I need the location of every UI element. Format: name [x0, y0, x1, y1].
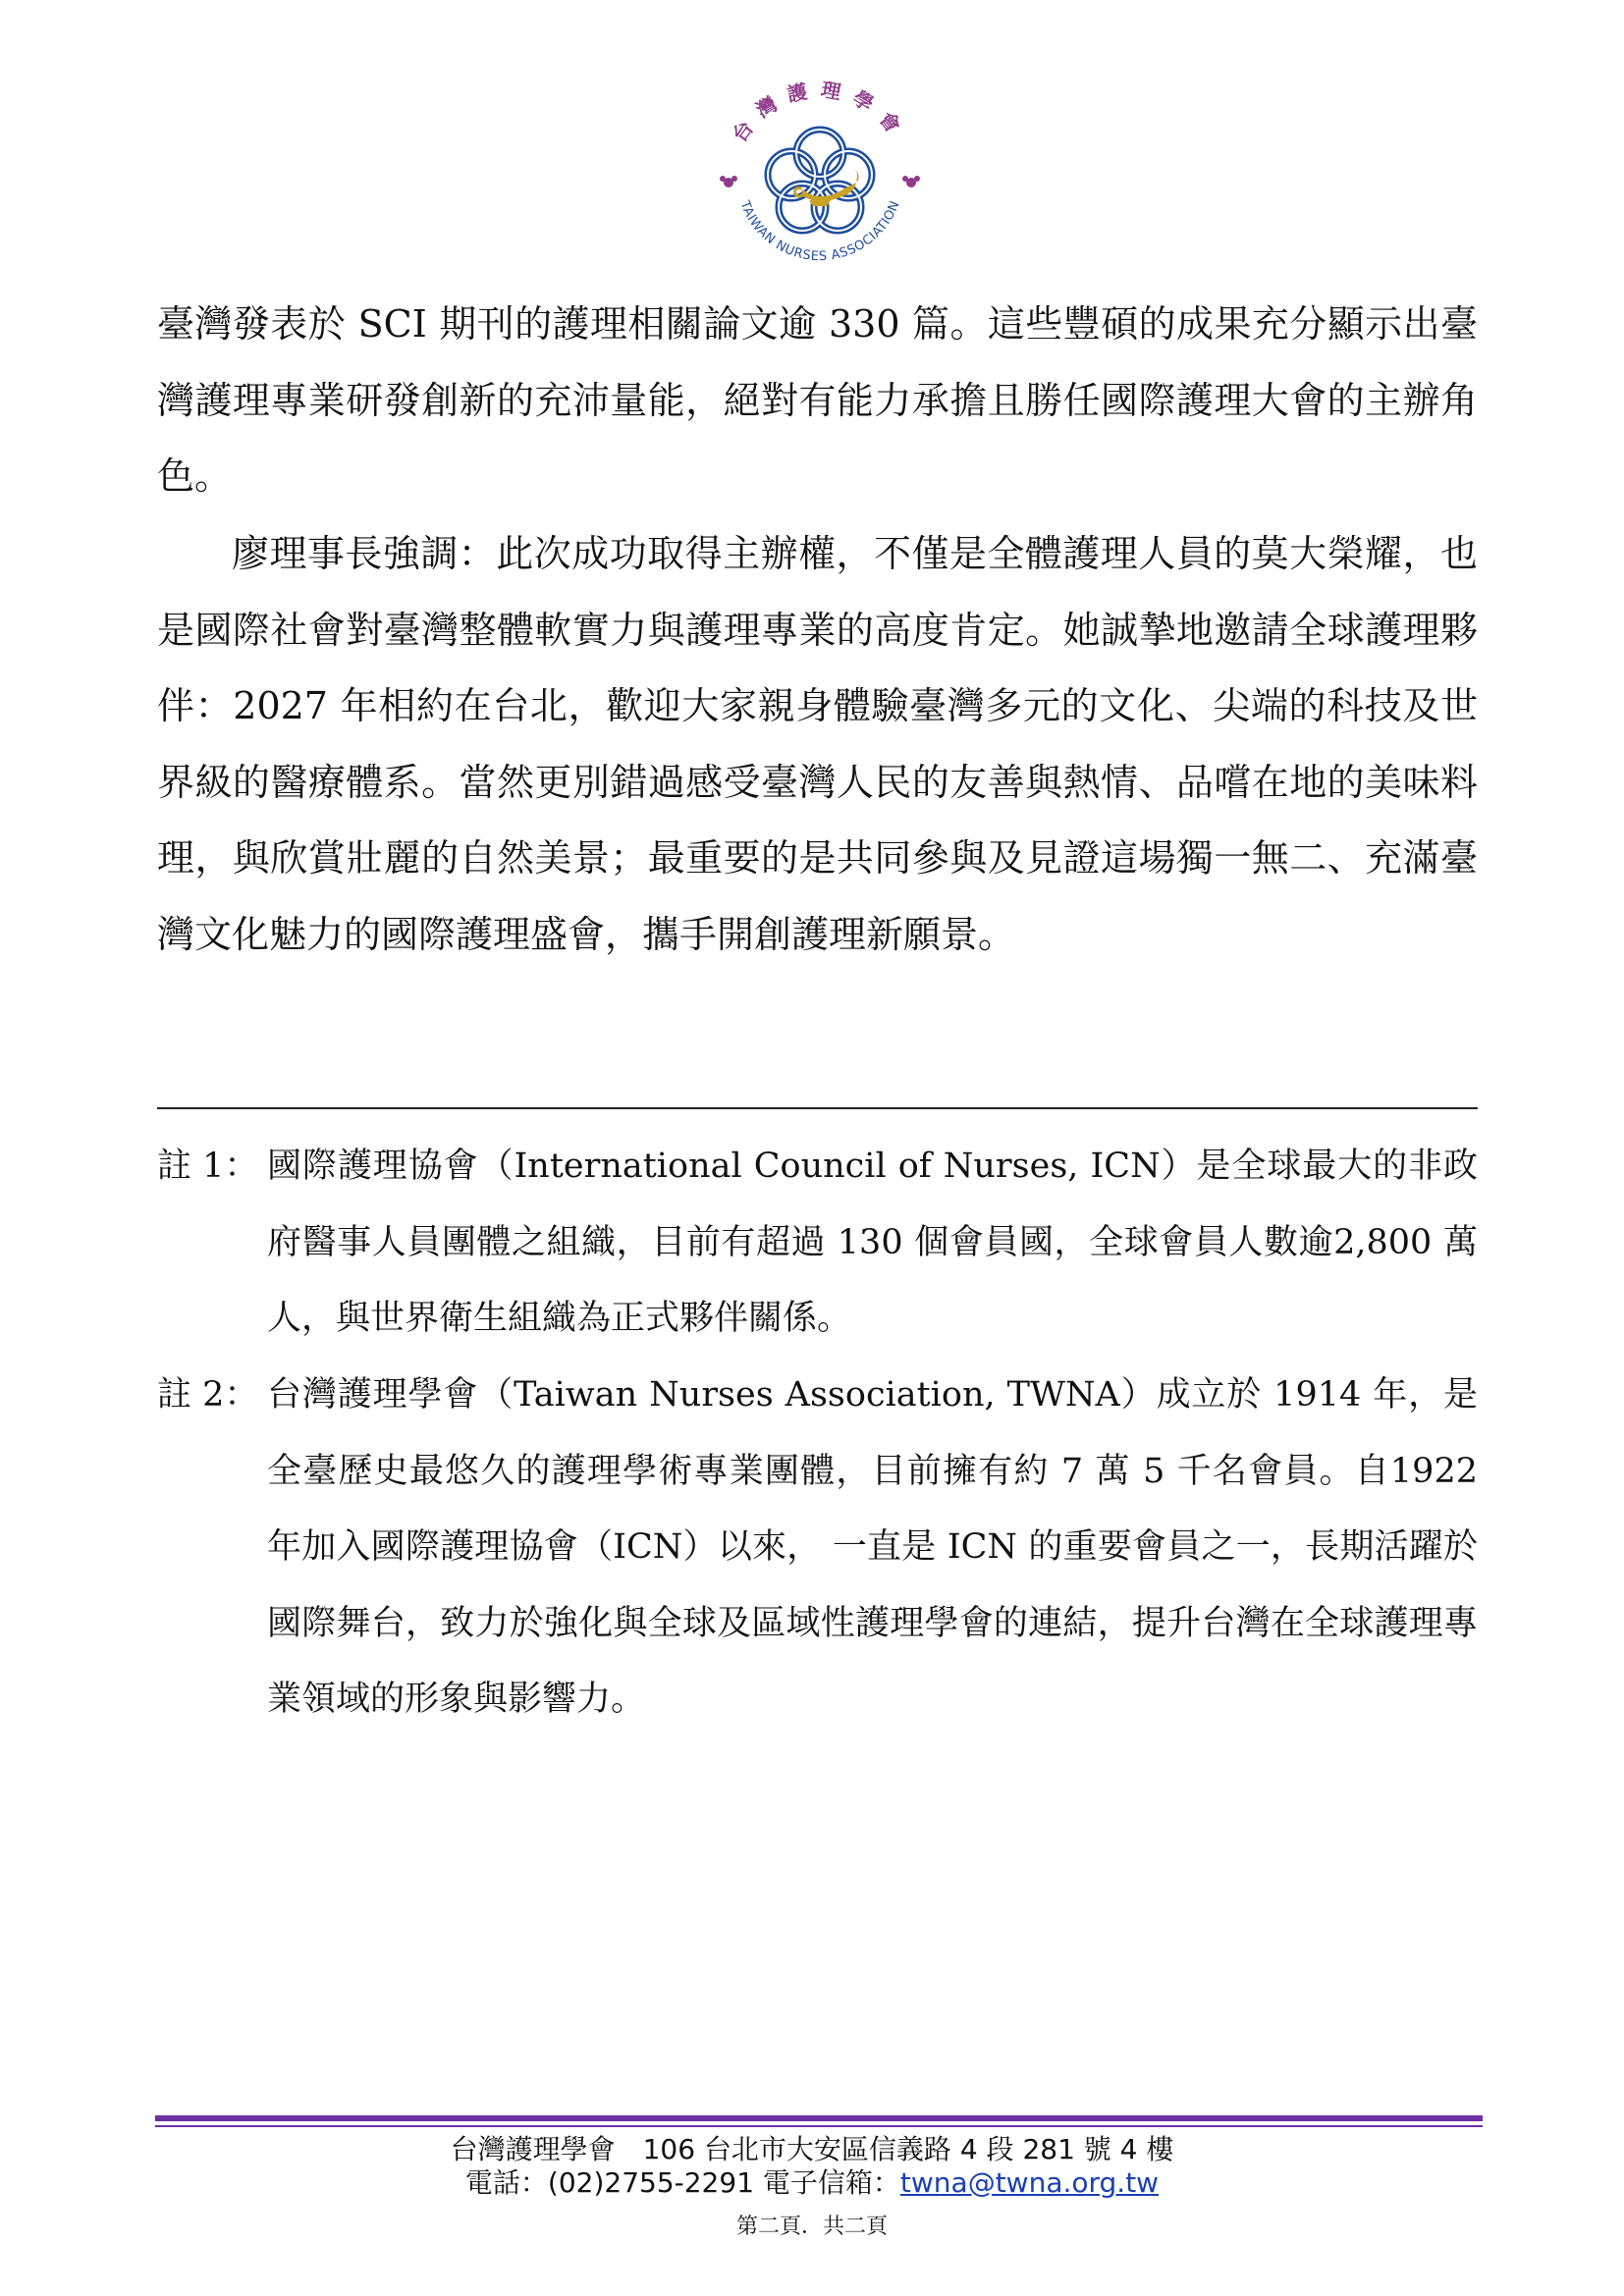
body-paragraph-2-block	[157, 516, 1478, 973]
footnote-2-text: 台灣護理學會（Taiwan Nurses Association, TWNA）成立於 1914 年，是全臺歷史最悠久的護理學術專業團體，目前擁有約 7 萬 5 千名會員。自1922 年加入國際護理協會（ICN）以來， 一直是 ICN 的重要會員之一，長期活躍於國際舞台，致力於強化與全球及區域性護理學會的連結，提升台灣在全球護理專業領域的形象與影響力。	[267, 1375, 1478, 1719]
body-paragraph-2: 廖理事長強調：此次成功取得主辦權，不僅是全體護理人員的莫大榮耀，也是國際社會對臺灣整體軟實力與護理專業的高度肯定。她誠摯地邀請全球護理夥伴：2027 年相約在台北，歡迎大家親身體驗臺灣多元的文化、尖端的科技及世界級的醫療體系。當然更別錯過感受臺灣人民的友善與熱情、品嚐在地的美味料理，與欣賞壯麗的自然美景；最重要的是共同參與及見證這場獨一無二、充滿臺灣文化魅力的國際護理盛會，攜手開創護理新願景。	[157, 532, 1478, 956]
page-number: 第二頁．共二頁	[735, 2215, 888, 2239]
footer-address: 台灣護理學會 106 台北市大安區信義路 4 段 281 號 4 樓	[450, 2133, 1174, 2165]
body-paragraph-1-block	[157, 287, 1478, 515]
footer-email-link[interactable]: twna@twna.org.tw	[899, 2166, 1160, 2199]
twna-logo	[707, 67, 933, 293]
footnote-1-label: 註 1：	[157, 1147, 259, 1186]
footer-contact	[0, 2166, 1624, 2200]
footnote-1-text: 國際護理協會（International Council of Nurses, ICN）是全球最大的非政府醫事人員團體之組織，目前有超過 130 個會員國，全球會員人數逾2,800 萬人，與世界衛生組織為正式夥伴關係。	[267, 1147, 1478, 1338]
footer-phone: 電話：(02)2755-2291 電子信箱：	[464, 2166, 900, 2199]
footnote-2-label: 註 2：	[157, 1375, 259, 1415]
footnote-separator	[157, 1107, 1478, 1109]
footnote-1	[157, 1129, 1478, 1358]
svg-text:台灣護理學會	[728, 78, 912, 146]
body-paragraph-1: 臺灣發表於 SCI 期刊的護理相關論文逾 330 篇。這些豐碩的成果充分顯示出臺灣護理專業研發創新的充沛量能，絕對有能力承擔且勝任國際護理大會的主辦角色。	[157, 302, 1478, 498]
footnote-2	[157, 1358, 1478, 1738]
svg-text:TAIWAN NURSES ASSOCIATION	[736, 198, 902, 264]
footer-rule-thick	[155, 2115, 1483, 2121]
logo-english-name: TAIWAN NURSES ASSOCIATION	[736, 198, 903, 265]
footer-rule-thin	[155, 2125, 1483, 2127]
logo-chinese-name: 台灣護理學會	[727, 77, 913, 147]
